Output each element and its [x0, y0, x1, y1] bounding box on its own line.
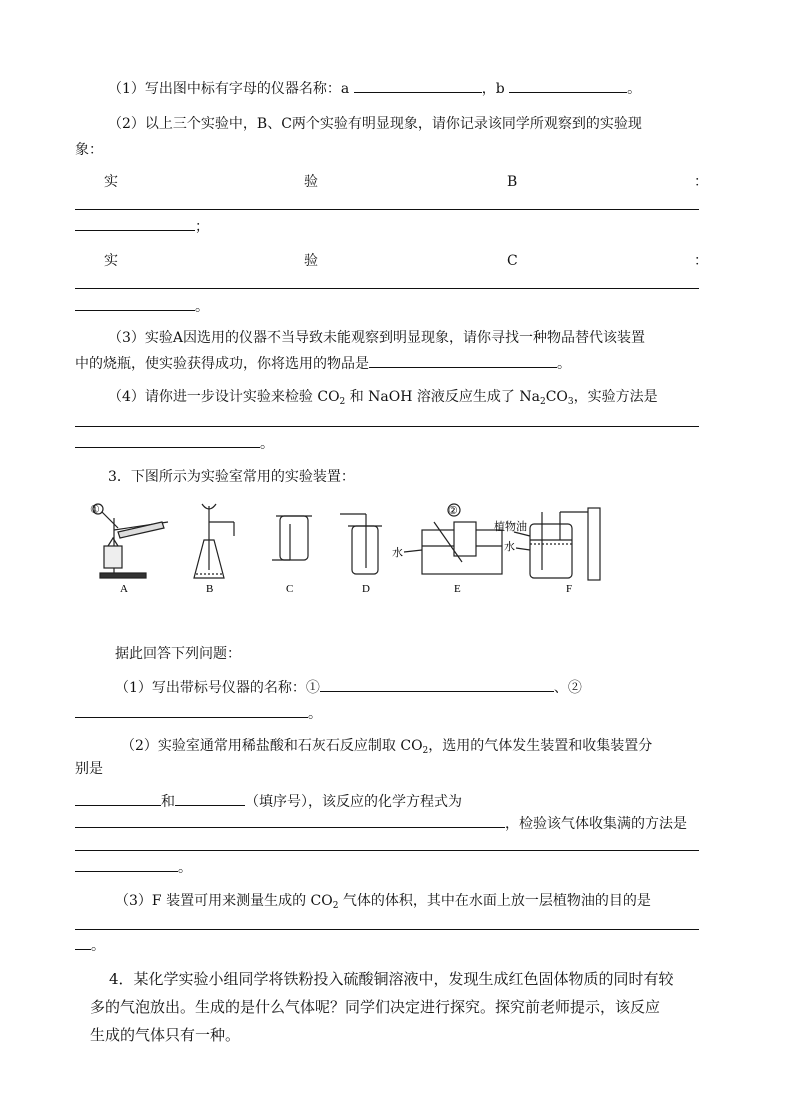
exp-c-char1: 实 [104, 253, 118, 269]
q3-part3-sub: 2 [332, 901, 339, 911]
answer-line-b1[interactable] [75, 209, 699, 210]
q2-part2-line1: （2）以上三个实验中，B、C两个实验有明显现象，请你记录该同学所观察到的实验现 [108, 116, 642, 132]
answer-line-oil1[interactable] [75, 929, 699, 930]
apparatus-figure [90, 500, 610, 600]
apparatus-d [340, 514, 382, 574]
fig-label-c: C [286, 583, 294, 595]
answer-blank-a[interactable] [354, 78, 482, 93]
apparatus-c [272, 516, 312, 560]
answer-blank-generator[interactable] [75, 791, 161, 806]
q3-part1-line2 [75, 703, 322, 724]
q3-part2-line2: 别是 [75, 761, 103, 777]
exp-c-char2: 验 [304, 253, 318, 269]
q3-part1 [115, 677, 582, 698]
q3-part3-a: （3）F 装置可用来测量生成的 CO [115, 893, 333, 909]
q3-part2-end: 。 [178, 860, 192, 876]
exp-b-char2: 验 [304, 174, 318, 190]
answer-line-oil2[interactable] [75, 935, 91, 950]
q2-part3-text: 中的烧瓶，使实验获得成功，你将选用的物品是 [75, 356, 369, 372]
q2-part3-line1: （3）实验A因选用的仪器不当导致未能观察到明显现象，请你寻找一种物品替代该装置 [108, 330, 646, 346]
fig-label-a: A [120, 583, 128, 595]
q2-part4-b: 和 NaOH 溶液反应生成了 Na [345, 389, 540, 405]
q2-part1-end: 。 [627, 81, 642, 97]
fig-mark-2: ② [448, 505, 458, 517]
answer-line-check2[interactable] [75, 857, 178, 872]
fig-label-e: E [454, 583, 461, 595]
fig-water-e: 水 [392, 547, 403, 559]
q3-part3-end: 。 [91, 938, 105, 954]
apparatus-f [514, 508, 600, 580]
q3-part2-line4 [75, 813, 687, 834]
q3-part2-check: ，检验该气体收集满的方法是 [505, 816, 687, 832]
q4-line1: 4．某化学实验小组同学将铁粉投入硫酸铜溶液中，发现生成红色固体物质的同时有较 [109, 970, 674, 988]
answer-line-c1[interactable] [75, 288, 699, 289]
answer-line-c2-row [75, 296, 209, 317]
experiment-b-label [104, 172, 709, 192]
fig-label-d: D [362, 583, 370, 595]
answer-blank-equation[interactable] [75, 813, 505, 828]
q2-part4-line1 [108, 387, 658, 409]
q3-part2-sub: 2 [422, 746, 429, 756]
q2-part3-end: 。 [557, 356, 571, 372]
exp-c-end: 。 [195, 299, 209, 315]
answer-blank-mark1[interactable] [320, 677, 554, 692]
fig-oil-f: 植物油 [494, 521, 527, 533]
answer-blank-mark2[interactable] [75, 703, 308, 718]
fig-label-f: F [566, 583, 573, 595]
q3-part1-b: 、② [553, 680, 582, 696]
q3-title: 3．下图所示为实验室常用的实验装置： [108, 469, 355, 485]
answer-line-b2[interactable] [75, 216, 195, 231]
q3-part2-line3 [75, 791, 462, 812]
answer-line-method2-row [75, 433, 274, 454]
q3-part2-line1 [121, 736, 652, 758]
q2-part1 [108, 78, 641, 99]
experiment-c-label [104, 251, 709, 271]
q3-part3-line2 [75, 935, 105, 956]
q3-part3 [115, 891, 651, 913]
apparatus-b [194, 504, 234, 578]
exp-b-char4: ： [694, 174, 708, 190]
q4-line3: 生成的气体只有一种。 [90, 1026, 241, 1044]
q3-part1-end: 。 [308, 706, 322, 722]
answer-line-b2-row [75, 216, 209, 237]
exp-b-end: ； [195, 219, 209, 235]
q2-part4-c: CO [545, 389, 568, 405]
q2-part3-line2 [75, 353, 571, 374]
q2-part4-a: （4）请你进一步设计实验来检验 CO [108, 389, 340, 405]
exp-b-char3: B [507, 174, 518, 190]
answer-blank-collector[interactable] [175, 791, 245, 806]
q3-part2-and: 和 [161, 794, 175, 810]
q3-part1-a: （1）写出带标号仪器的名称：① [115, 680, 320, 696]
answer-line-check1[interactable] [75, 850, 699, 851]
q2-part2-line2: 象： [75, 142, 103, 158]
q3-part2-line5 [75, 857, 192, 878]
answer-blank-b[interactable] [509, 78, 627, 93]
q3-lead: 据此回答下列问题： [115, 646, 241, 662]
q2-part4-sub3: 3 [567, 397, 574, 407]
exp-c-char3: C [507, 253, 518, 269]
q2-part4-d: ，实验方法是 [573, 389, 658, 405]
answer-line-method2[interactable] [75, 433, 260, 448]
answer-line-method1[interactable] [75, 426, 699, 427]
exp-c-char4: ： [694, 253, 708, 269]
q3-part3-b: 气体的体积，其中在水面上放一层植物油的目的是 [338, 893, 651, 909]
apparatus-a [93, 504, 168, 578]
q3-part2-b: ，选用的气体发生装置和收集装置分 [428, 738, 653, 754]
fig-mark-1: ① [90, 504, 100, 516]
exp-b-char1: 实 [104, 174, 118, 190]
fig-water-f: 水 [504, 541, 515, 553]
q4-line2: 多的气泡放出。生成的是什么气体呢？同学们决定进行探究。探究前老师提示，该反应 [90, 998, 661, 1016]
fig-label-b: B [206, 583, 214, 595]
q2-part1-b: ，b [481, 81, 505, 97]
q3-part2-fill: （填序号），该反应的化学方程式为 [245, 794, 462, 810]
answer-blank-item[interactable] [369, 353, 557, 368]
q2-part4-sub2: 2 [539, 397, 546, 407]
q2-part4-end: 。 [260, 436, 274, 452]
answer-line-c2[interactable] [75, 296, 195, 311]
q2-part4-sub1: 2 [339, 397, 346, 407]
q3-part2-a: （2）实验室通常用稀盐酸和石灰石反应制取 CO [121, 738, 423, 754]
q2-part1-text: （1）写出图中标有字母的仪器名称：a [108, 81, 350, 97]
